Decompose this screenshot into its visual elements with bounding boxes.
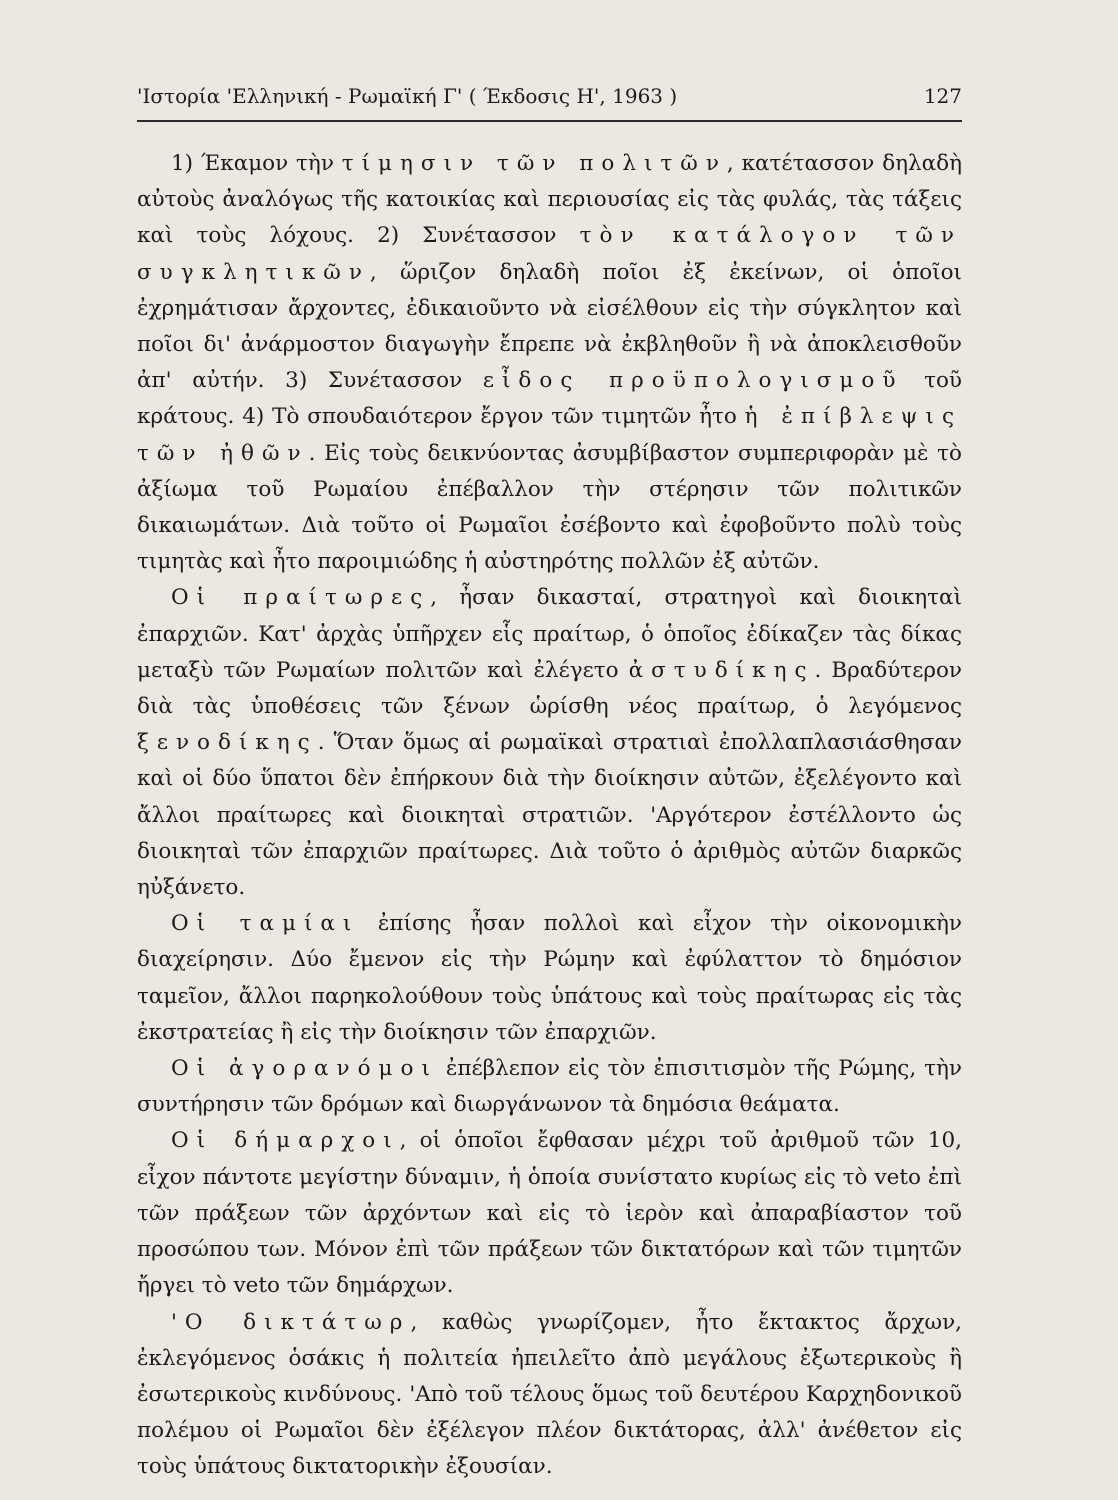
paragraph-dictator xyxy=(137,1305,962,1486)
page-number: 127 xyxy=(923,84,962,108)
spaced-term: Οἱ ἀγορανόμοι xyxy=(171,1056,438,1082)
header-rule xyxy=(137,120,962,122)
spaced-term: Οἱ δήμαρχοι xyxy=(171,1128,400,1154)
page-body xyxy=(137,146,962,1486)
text-run: , κατέτασσον δηλαδὴ αὐτοὺς ἀναλόγως τῆς κατοικίας καὶ περιουσίας εἰς τὰς φυλάς, τὰς τάξεις καὶ τοὺς λόχους. 2) Συνέτασσον xyxy=(137,151,962,249)
text-run: , ἦσαν δικασταί, στρατηγοὶ καὶ διοικηταὶ ἐπαρχιῶν. Κατ' ἀρχὰς ὑπῆρχεν εἷς πραίτωρ, ὁ ὁποῖος ἐδίκαζεν τὰς δίκας μεταξὺ τῶν Ρωμαίων πολιτῶν καὶ ἐλέγετο xyxy=(137,585,963,683)
paragraph-aediles xyxy=(137,1051,962,1123)
running-header xyxy=(137,84,962,108)
text-run: 1) Έκαμον τὴν xyxy=(171,151,342,176)
text-run: , ὥριζον δηλαδὴ ποῖοι ἐξ ἐκείνων, οἱ ὁποῖοι ἐχρημάτισαν ἄρχοντες, ἐδικαιοῦντο νὰ εἰσέλθουν εἰς τὴν σύγκλητον καὶ ποῖοι δι' ἀνάρμοστον διαγωγὴν ἔπρεπε νὰ ἐκβληθοῦν ἢ νὰ ἀποκλεισθοῦν ἀπ' αὐτήν. 3) Συνέτασσον xyxy=(137,259,962,394)
text-run: . Βραδύτερον διὰ τὰς ὑποθέσεις τῶν ξένων ὡρίσθη νέος πραίτωρ, ὁ λεγόμενος xyxy=(137,657,962,720)
text-run: ἐπέβλεπον εἰς τὸν ἐπισιτισμὸν τῆς Ρώμης, τὴν συντήρησιν τῶν δρόμων καὶ διωργάνωνον τὰ δημόσια θεάματα. xyxy=(137,1056,962,1118)
spaced-term: τὸν κατάλογον τῶν συγκλητικῶν xyxy=(137,223,962,285)
paragraph-tribunes xyxy=(137,1123,962,1304)
spaced-term: εἶδος προϋπολογισμοῦ xyxy=(482,368,904,394)
text-run: . Εἰς τοὺς δεικνύοντας ἀσυμβίβαστον συμπεριφορὰν μὲ τὸ ἀξίωμα τοῦ Ρωμαίου ἐπέβαλλον τὴν στέρησιν τῶν πολιτικῶν δικαιωμάτων. Διὰ τοῦτο οἱ Ρωμαῖοι ἐσέβοντο καὶ ἐφοβοῦντο πολὺ τοὺς τιμητὰς καὶ ἦτο παροιμιώδης ἡ αὐστηρότης πολλῶν ἐξ αὐτῶν. xyxy=(137,440,962,575)
paragraph-praetors xyxy=(137,580,962,906)
spaced-term: τίμησιν τῶν πολιτῶν xyxy=(341,151,727,176)
paragraph-quaestors xyxy=(137,906,962,1051)
text-run: , οἱ ὁποῖοι ἔφθασαν μέχρι τοῦ ἀριθμοῦ τῶν 10, εἶχον πάντοτε μεγίστην δύναμιν, ἡ ὁποία συνίστατο κυρίως εἰς τὸ veto ἐπὶ τῶν πράξεων τῶν ἀρχόντων καὶ εἰς τὸ ἱερὸν καὶ ἀπαραβίαστον τοῦ προσώπου των. Μόνον ἐπὶ τῶν πράξεων τῶν δικτατόρων καὶ τῶν τιμητῶν ἤργει τὸ veto τῶν δημάρχων. xyxy=(137,1128,963,1299)
text-run: . Ὅταν ὅμως αἱ ρωμαϊκαὶ στρατιαὶ ἐπολλαπλασιάσθησαν καὶ οἱ δύο ὕπατοι δὲν ἐπήρκουν διὰ τὴν διοίκησιν αὐτῶν, ἐξελέγοντο καὶ ἄλλοι πραίτωρες καὶ διοικηταὶ στρατιῶν. 'Αργότερον ἐστέλλοντο ὡς διοικηταὶ τῶν ἐπαρχιῶν πραίτωρες. Διὰ τοῦτο ὁ ἀριθμὸς αὐτῶν διαρκῶς ηὐξάνετο. xyxy=(137,730,962,901)
spaced-term: Οἱ πραίτωρες xyxy=(171,585,431,611)
spaced-term: 'Ο δικτάτωρ xyxy=(171,1309,411,1335)
header-title: 'Ιστορία 'Ελληνική - Ρωμαϊκή Γ' ( Έκδοσις Η', 1963 ) xyxy=(137,84,678,108)
text-run: τοῦ κράτους. 4) Τὸ σπουδαιότερον ἔργον τῶν τιμητῶν ἦτο xyxy=(137,368,962,430)
spaced-term: ἀστυδίκης xyxy=(628,657,815,683)
text-run: , καθὼς γνωρίζομεν, ἦτο ἔκτακτος ἄρχων, ἐκλεγόμενος ὁσάκις ἡ πολιτεία ἠπειλεῖτο ἀπὸ μεγάλους ἐξωτερικοὺς ἢ ἐσωτερικοὺς κινδύνους. 'Απὸ τοῦ τέλους ὅμως τοῦ δευτέρου Καρχηδονικοῦ πολέμου οἱ Ρωμαῖοι δὲν ἐξέλεγον πλέον δικτάτορας, ἀλλ' ἀνέθετον εἰς τοὺς ὑπάτους δικτατορικὴν ἐξουσίαν. xyxy=(137,1309,962,1480)
spaced-term: ἡ ἐπίβλεψις τῶν ἠθῶν xyxy=(137,404,962,466)
spaced-term: ξενοδίκης xyxy=(137,730,318,756)
text-run: ἐπίσης ἦσαν πολλοὶ καὶ εἶχον τὴν οἰκονομικὴν διαχείρησιν. Δύο ἔμενον εἰς τὴν Ρώμην καὶ ἐφύλαττον τὸ δημόσιον ταμεῖον, ἄλλοι παρηκολούθουν τοὺς ὑπάτους καὶ τοὺς πραίτωρας εἰς τὰς ἐκστρατείας ἢ εἰς τὴν διοίκησιν τῶν ἐπαρχιῶν. xyxy=(137,911,962,1045)
paragraph-censors xyxy=(137,146,962,580)
spaced-term: Οἱ ταμίαι xyxy=(171,911,360,937)
